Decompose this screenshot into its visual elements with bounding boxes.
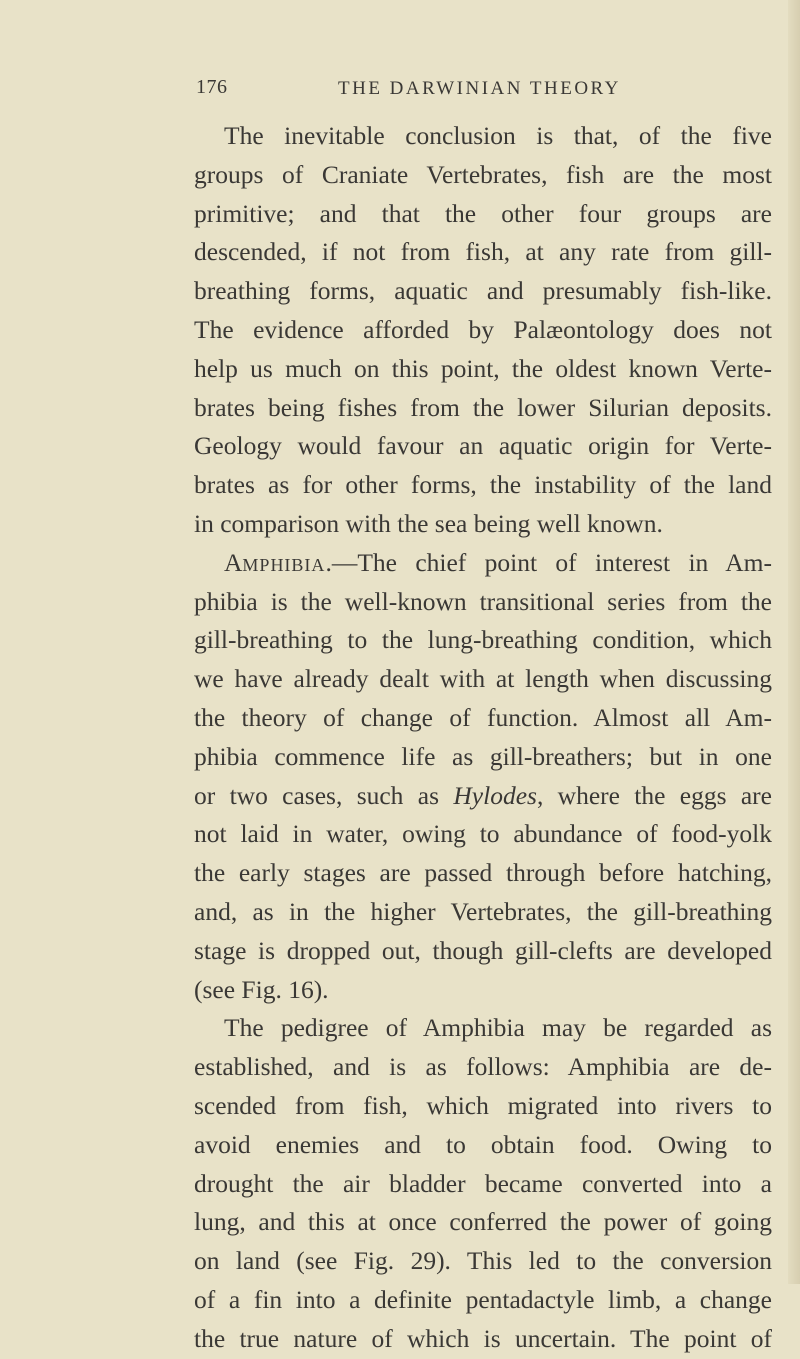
page-header — [196, 74, 696, 114]
paragraph-line: drought the air bladder became converted into a — [194, 1168, 772, 1198]
paragraph-line-with-italic — [194, 777, 772, 816]
paragraph-line: the early stages are passed through before hatching, — [194, 858, 772, 888]
paragraph-line: (see Fig. 16). — [194, 974, 329, 1004]
paragraph-line: the true nature of which is uncertain. The point of — [194, 1323, 772, 1353]
line-text-before: or two cases, such as — [194, 780, 454, 810]
paragraph-line: not laid in water, owing to abundance of food-yolk — [194, 819, 772, 849]
paragraph-line: groups of Craniate Vertebrates, fish are the most — [194, 159, 772, 189]
paragraph-line: descended, if not from fish, at any rate from gill- — [194, 237, 772, 267]
running-head: THE DARWINIAN THEORY — [338, 78, 621, 99]
genus-name-italic: Hylodes — [453, 780, 537, 810]
paragraph-line: The evidence afforded by Palæontology does not — [194, 314, 772, 344]
paragraph-line: help us much on this point, the oldest known Verte- — [194, 353, 772, 383]
section-heading-initial: A — [224, 547, 243, 577]
section-heading-line — [194, 544, 772, 583]
paragraph-line: Geology would favour an aquatic origin for Verte- — [194, 431, 772, 461]
section-heading-smallcaps: MPHIBIA — [242, 554, 326, 575]
paragraph-line: gill-breathing to the lung-breathing condition, which — [194, 625, 772, 655]
paragraph-line: we have already dealt with at length when discussing — [194, 664, 772, 694]
line-text-after: , where the eggs are — [536, 780, 772, 810]
paragraph-line: stage is dropped out, though gill-clefts are developed — [194, 935, 772, 965]
page-number: 176 — [196, 76, 228, 98]
paragraph-line: primitive; and that the other four groups are — [194, 198, 772, 228]
paragraph-line: lung, and this at once conferred the power of going — [194, 1207, 772, 1237]
paragraph-line: and, as in the higher Vertebrates, the gill-breathing — [194, 896, 772, 926]
paragraph-line: on land (see Fig. 29). This led to the conversion — [194, 1246, 772, 1276]
paragraph-line: brates being fishes from the lower Silurian deposits. — [194, 392, 772, 422]
section-heading-text: .—The chief point of interest in Am- — [325, 547, 772, 577]
paragraph-line: The pedigree of Amphibia may be regarded as — [224, 1013, 772, 1043]
paragraph-line: phibia commence life as gill-breathers; but in one — [194, 741, 772, 771]
paragraph-line: breathing forms, aquatic and presumably fish-like. — [194, 276, 772, 306]
paragraph-line: established, and is as follows: Amphibia are de- — [194, 1052, 772, 1082]
paragraph-line: avoid enemies and to obtain food. Owing to — [194, 1129, 772, 1159]
paragraph-line: of a fin into a definite pentadactyle limb, a change — [194, 1284, 772, 1314]
paragraph-line: The inevitable conclusion is that, of the five — [224, 121, 772, 150]
paragraph-line: phibia is the well-known transitional series from the — [194, 586, 772, 616]
paragraph-line: the theory of change of function. Almost all Am- — [194, 702, 772, 732]
paragraph-line: in comparison with the sea being well known. — [194, 508, 663, 538]
page-edge-shadow — [788, 0, 800, 1284]
paragraph-line: brates as for other forms, the instability of the land — [194, 470, 772, 500]
body-text — [194, 117, 772, 1359]
paragraph-line: scended from fish, which migrated into rivers to — [194, 1090, 772, 1120]
